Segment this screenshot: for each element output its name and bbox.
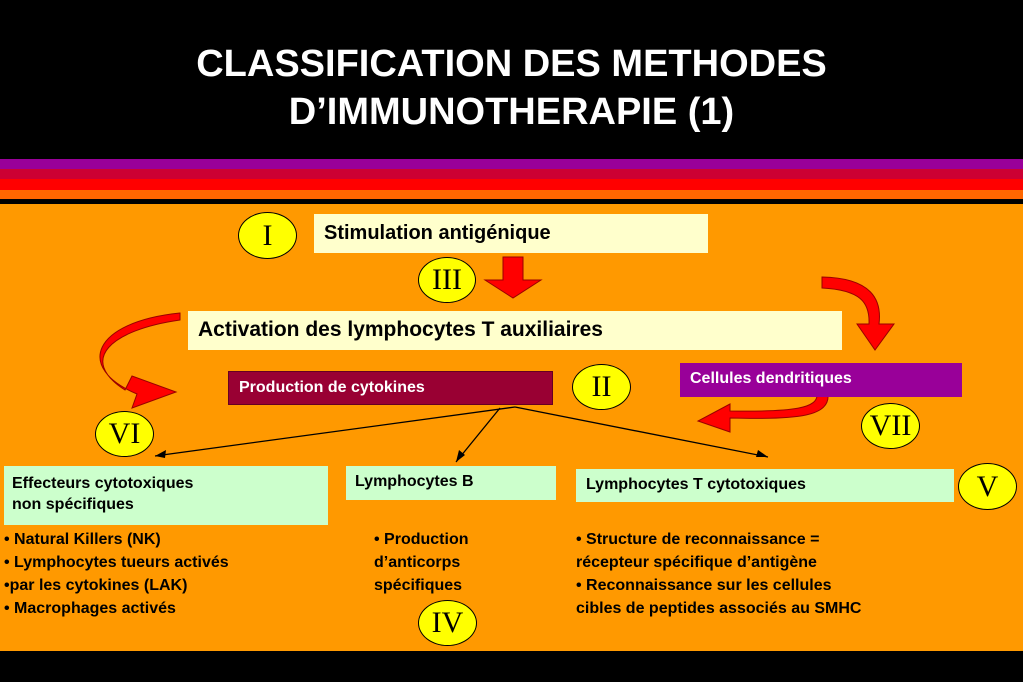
effectors-label-line-1: Effecteurs cytotoxiques xyxy=(12,475,194,492)
box-dendritic-label: Cellules dendritiques xyxy=(690,370,852,387)
circle-numeral-iii xyxy=(418,257,476,303)
title-line-1: CLASSIFICATION DES METHODES xyxy=(196,43,827,85)
effectors-detail-line: • Natural Killers (NK) xyxy=(4,531,161,548)
lymph-b-detail-line: spécifiques xyxy=(374,577,463,594)
box-activation-lymphocytes xyxy=(188,311,842,350)
lymph-b-details xyxy=(374,528,544,597)
lymph-t-detail-line: cibles de peptides associés au SMHC xyxy=(576,600,862,617)
box-lymphocytes-t-cytotoxiques xyxy=(576,469,954,502)
box-production-cytokines xyxy=(228,371,553,405)
lymph-b-label: Lymphocytes B xyxy=(355,473,474,490)
down-arrow xyxy=(485,257,541,298)
circle-numeral-iv xyxy=(418,600,477,646)
numeral-vi-label: VI xyxy=(108,417,141,450)
circle-numeral-vi xyxy=(95,411,154,457)
curved-arrow-bottom xyxy=(698,394,828,432)
box-activation-label: Activation des lymphocytes T auxiliaires xyxy=(198,318,603,341)
circle-numeral-ii xyxy=(572,364,631,410)
lymph-b-detail-line: d’anticorps xyxy=(374,554,461,571)
title-line-2: D’IMMUNOTHERAPIE (1) xyxy=(288,91,735,133)
line-to-effectors xyxy=(155,407,515,456)
numeral-i-label: I xyxy=(262,219,273,252)
effectors-detail-line: •par les cytokines (LAK) xyxy=(4,577,188,594)
effectors-label-line-2: non spécifiques xyxy=(12,496,134,513)
circle-numeral-i xyxy=(238,212,297,259)
arrowhead-lymph-t xyxy=(756,450,768,457)
box-cytokines-label: Production de cytokines xyxy=(239,379,425,396)
numeral-ii-label: II xyxy=(591,370,612,403)
numeral-v-label: V xyxy=(976,470,999,503)
box-stimulation-antigenique xyxy=(314,214,708,253)
box-stimulation-label: Stimulation antigénique xyxy=(324,222,551,244)
arrowhead-effectors xyxy=(155,450,166,458)
numeral-iii-label: III xyxy=(432,263,462,296)
box-effecteurs-cytotoxiques xyxy=(4,466,328,525)
box-lymphocytes-b xyxy=(346,466,556,500)
effectors-detail-line: • Lymphocytes tueurs activés xyxy=(4,554,229,571)
curved-arrow-left xyxy=(100,313,180,408)
effectors-details xyxy=(4,528,334,620)
lymph-t-detail-line: • Structure de reconnaissance = xyxy=(576,531,820,548)
circle-numeral-vii xyxy=(861,403,920,449)
numeral-iv-label: IV xyxy=(431,606,464,639)
lymph-b-detail-line: • Production xyxy=(374,531,469,548)
lymph-t-details xyxy=(576,528,996,620)
box-cellules-dendritiques xyxy=(680,363,962,397)
effectors-detail-line: • Macrophages activés xyxy=(4,600,176,617)
numeral-vii-label: VII xyxy=(869,409,912,442)
circle-numeral-v xyxy=(958,463,1017,510)
lymph-t-detail-line: récepteur spécifique d’antigène xyxy=(576,554,817,571)
lymph-t-detail-line: • Reconnaissance sur les cellules xyxy=(576,577,832,594)
lymph-t-label: Lymphocytes T cytotoxiques xyxy=(586,476,806,493)
